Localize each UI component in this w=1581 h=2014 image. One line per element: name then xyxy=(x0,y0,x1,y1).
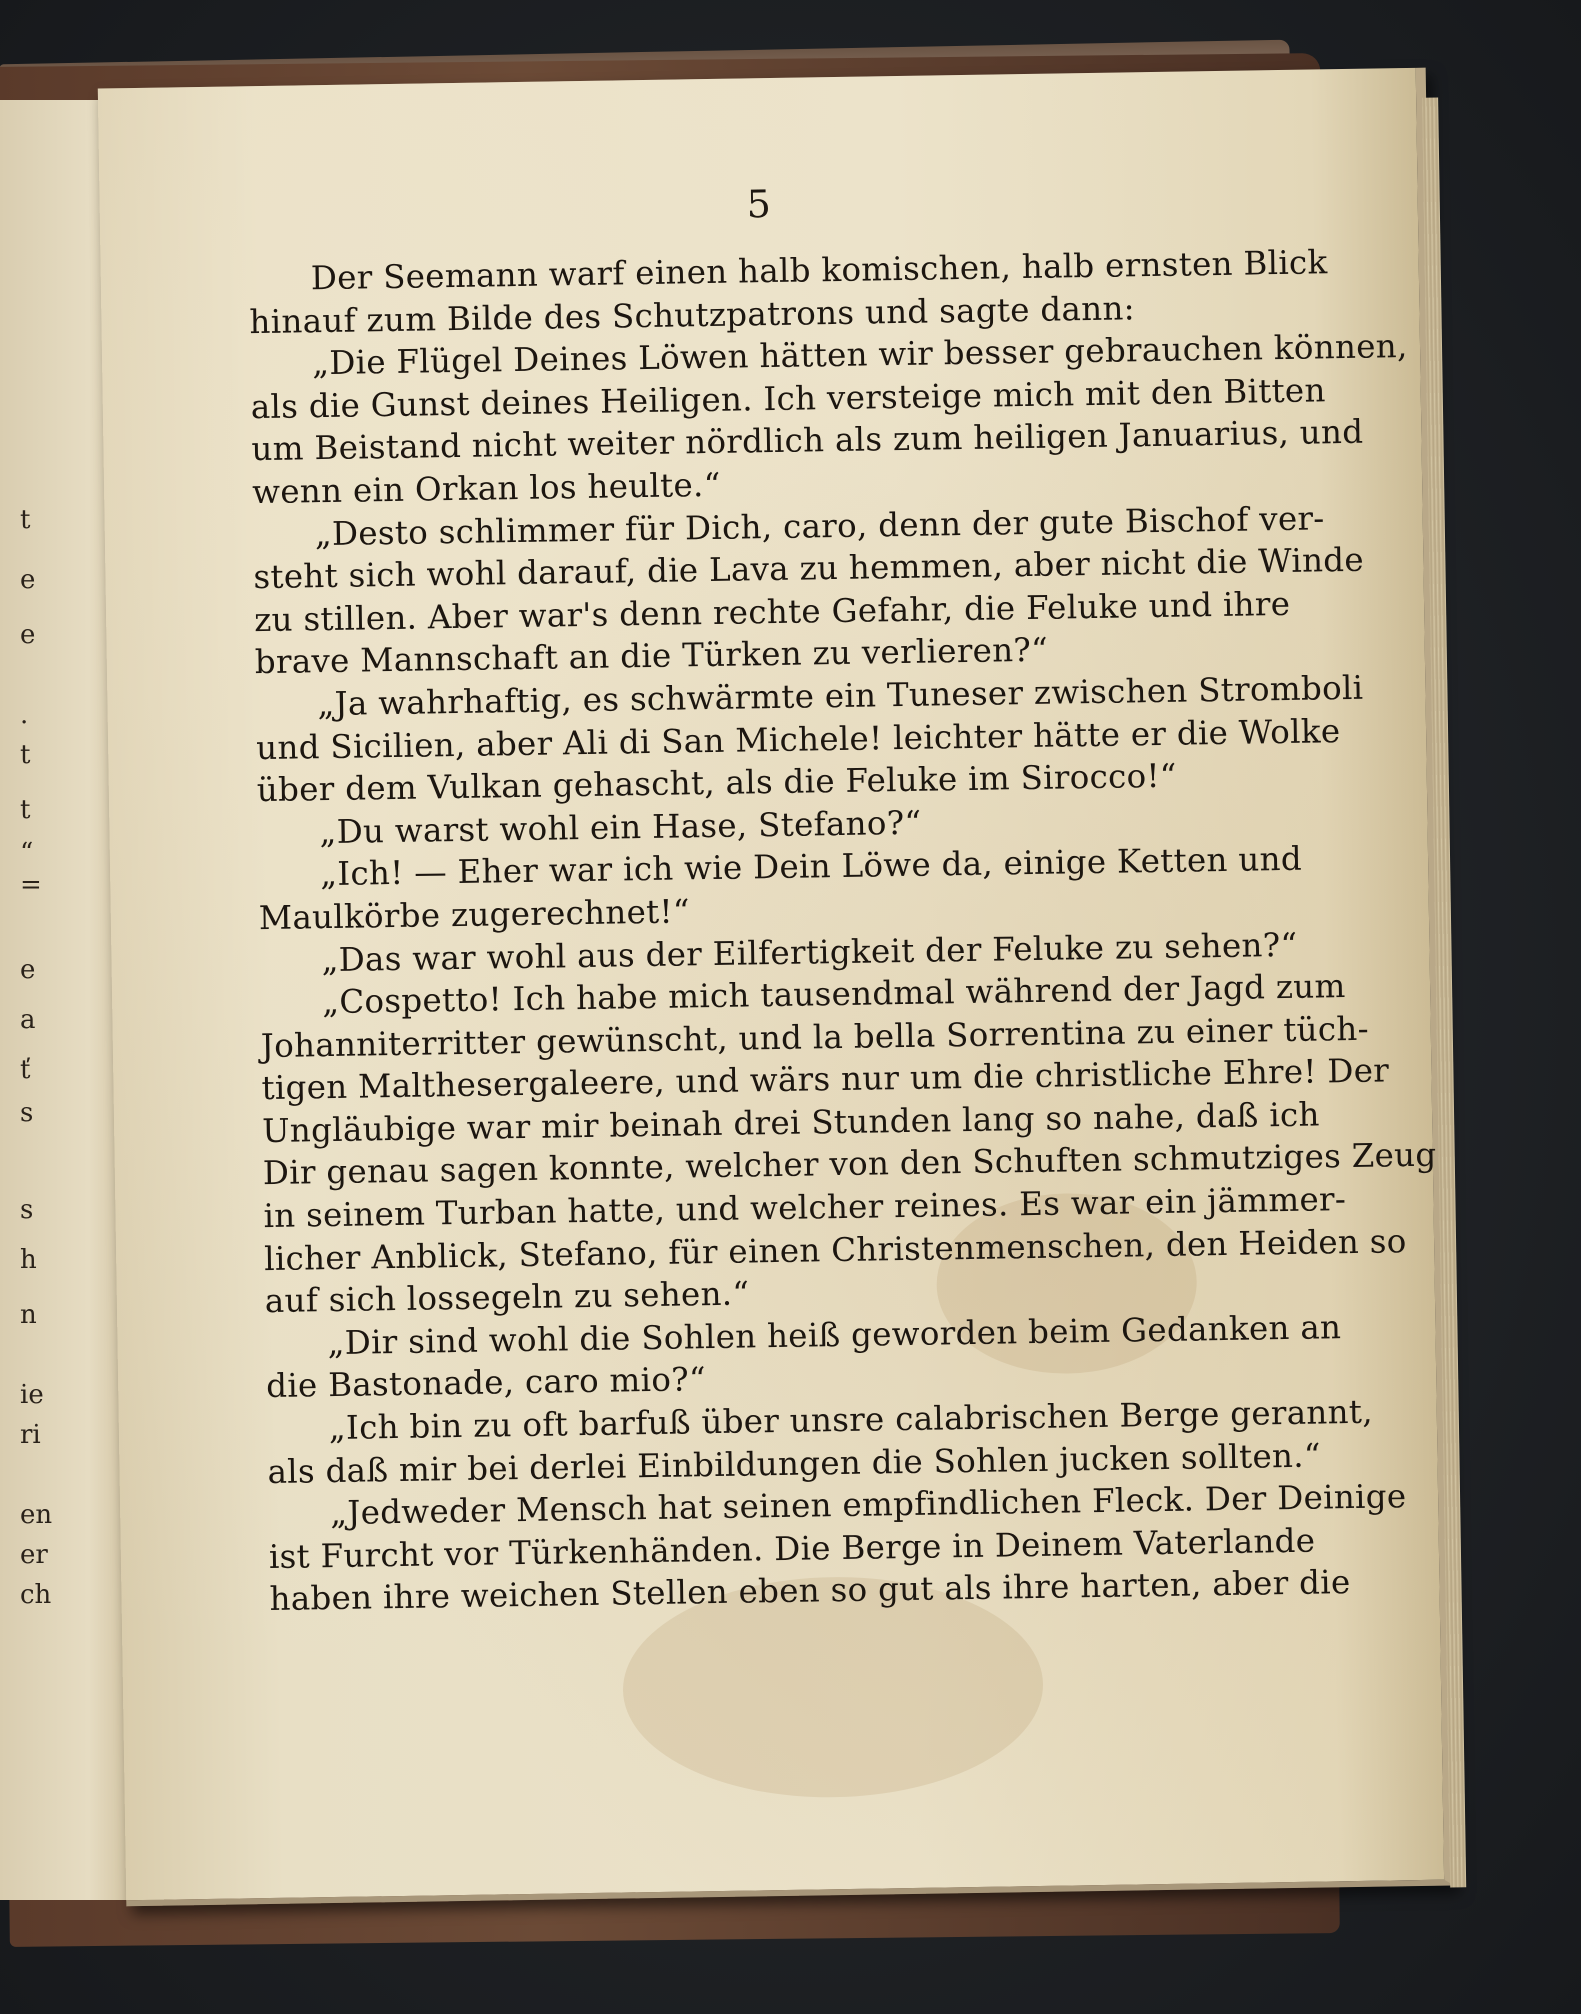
text-line: „Cospetto! Ich habe mich tausendmal während der Jagd zum xyxy=(321,967,1346,1022)
fragment-letter: t xyxy=(20,740,31,770)
text-line: über dem Vulkan gehascht, als die Feluke im Sirocco!“ xyxy=(256,756,1177,810)
fragment-letter: “ xyxy=(20,838,34,868)
text-line: „Desto schlimmer für Dich, caro, denn der gute Bischof ver- xyxy=(314,498,1325,553)
fragment-letter: s xyxy=(20,1098,34,1128)
text-line: in seinem Turban hatte, und welcher reines. Es war ein jämmer- xyxy=(263,1180,1347,1236)
fragment-letter: t xyxy=(20,795,31,825)
page-edges xyxy=(1422,97,1466,1887)
text-line: hinauf zum Bilde des Schutzpatrons und sagte dann: xyxy=(249,288,1136,341)
text-line: um Beistand nicht weiter nördlich als zum heiligen Januarius, und xyxy=(251,413,1364,469)
fragment-letter: ť xyxy=(20,1055,31,1085)
fragment-letter: a xyxy=(20,1005,36,1035)
text-line: „Die Flügel Deines Löwen hätten wir besser gebrauchen können, xyxy=(311,327,1408,383)
text-line: haben ihre weichen Stellen eben so gut als ihre harten, aber die xyxy=(269,1563,1351,1619)
fragment-letter: ch xyxy=(20,1580,52,1610)
fragment-letter: e xyxy=(20,620,36,650)
fragment-letter: ie xyxy=(20,1380,44,1410)
fragment-letter: h xyxy=(20,1245,37,1275)
text-line: „Ja wahrhaftig, es schwärmte ein Tuneser zwischen Stromboli xyxy=(317,668,1364,724)
fragment-letter: t xyxy=(20,505,31,535)
text-line: „Ich! — Eher war ich wie Dein Löwe da, einige Ketten und xyxy=(319,840,1303,894)
text-line: „Jedweder Mensch hat seinen empfindlichen Fleck. Der Deinige xyxy=(329,1477,1407,1533)
text-line: „Ich bin zu oft barfuß über unsre calabrischen Berge gerannt, xyxy=(328,1392,1374,1448)
book-page xyxy=(98,68,1454,1907)
text-line: Maulkörbe zugerechnet!“ xyxy=(258,892,691,938)
text-line: „Das war wohl aus der Eilfertigkeit der Feluke zu sehen?“ xyxy=(321,925,1298,979)
text-line: als die Gunst deines Heiligen. Ich versteige mich mit den Bitten xyxy=(250,371,1326,426)
text-line: steht sich wohl darauf, die Lava zu hemmen, aber nicht die Winde xyxy=(253,540,1365,597)
fragment-letter: . xyxy=(20,700,29,730)
text-line: wenn ein Orkan los heulte.“ xyxy=(251,465,721,512)
text-line: zu stillen. Aber war's denn rechte Gefahr, die Feluke und ihre xyxy=(253,584,1291,639)
text-line: Johanniterritter gewünscht, und la bella Sorrentina zu einer tüch- xyxy=(260,1009,1370,1065)
page-number: 5 xyxy=(746,181,772,227)
fragment-letter: en xyxy=(20,1500,53,1530)
text-line: als daß mir bei derlei Einbildungen die Sohlen jucken sollten.“ xyxy=(267,1436,1322,1491)
text-line: die Bastonade, caro mio?“ xyxy=(265,1360,707,1406)
fragment-letter: ri xyxy=(20,1420,41,1450)
text-line: Der Seemann warf einen halb komischen, halb ernsten Blick xyxy=(310,243,1328,298)
fragment-letter: er xyxy=(20,1540,48,1570)
text-line: Ungläubige war mir beinah drei Stunden lang so nahe, daß ich xyxy=(261,1095,1320,1150)
text-line: auf sich lossegeln zu sehen.“ xyxy=(264,1274,750,1321)
fragment-letter: e xyxy=(20,565,36,595)
text-line: licher Anblick, Stefano, für einen Christenmenschen, den Heiden so xyxy=(263,1221,1407,1278)
text-line: „Du warst wohl ein Hase, Stefano?“ xyxy=(319,803,922,851)
text-line: tigen Malthesergaleere, und wärs nur um die christliche Ehre! Der xyxy=(261,1051,1390,1108)
text-line: brave Mannschaft an die Türken zu verlieren?“ xyxy=(254,631,1049,682)
fragment-letter: s xyxy=(20,1195,34,1225)
text-line: „Dir sind wohl die Sohlen heiß geworden beim Gedanken an xyxy=(327,1308,1342,1362)
text-line: Dir genau sagen konnte, welcher von den Schuften schmutziges Zeug xyxy=(262,1136,1437,1193)
text-line: und Sicilien, aber Ali di San Michele! leichter hätte er die Wolke xyxy=(255,711,1341,767)
text-line: ist Furcht vor Türkenhänden. Die Berge in Deinem Vaterlande xyxy=(268,1521,1316,1576)
fragment-letter: = xyxy=(20,870,42,900)
fragment-letter: e xyxy=(20,955,36,985)
fragment-letter: n xyxy=(20,1300,37,1330)
body-text xyxy=(248,242,1437,1621)
